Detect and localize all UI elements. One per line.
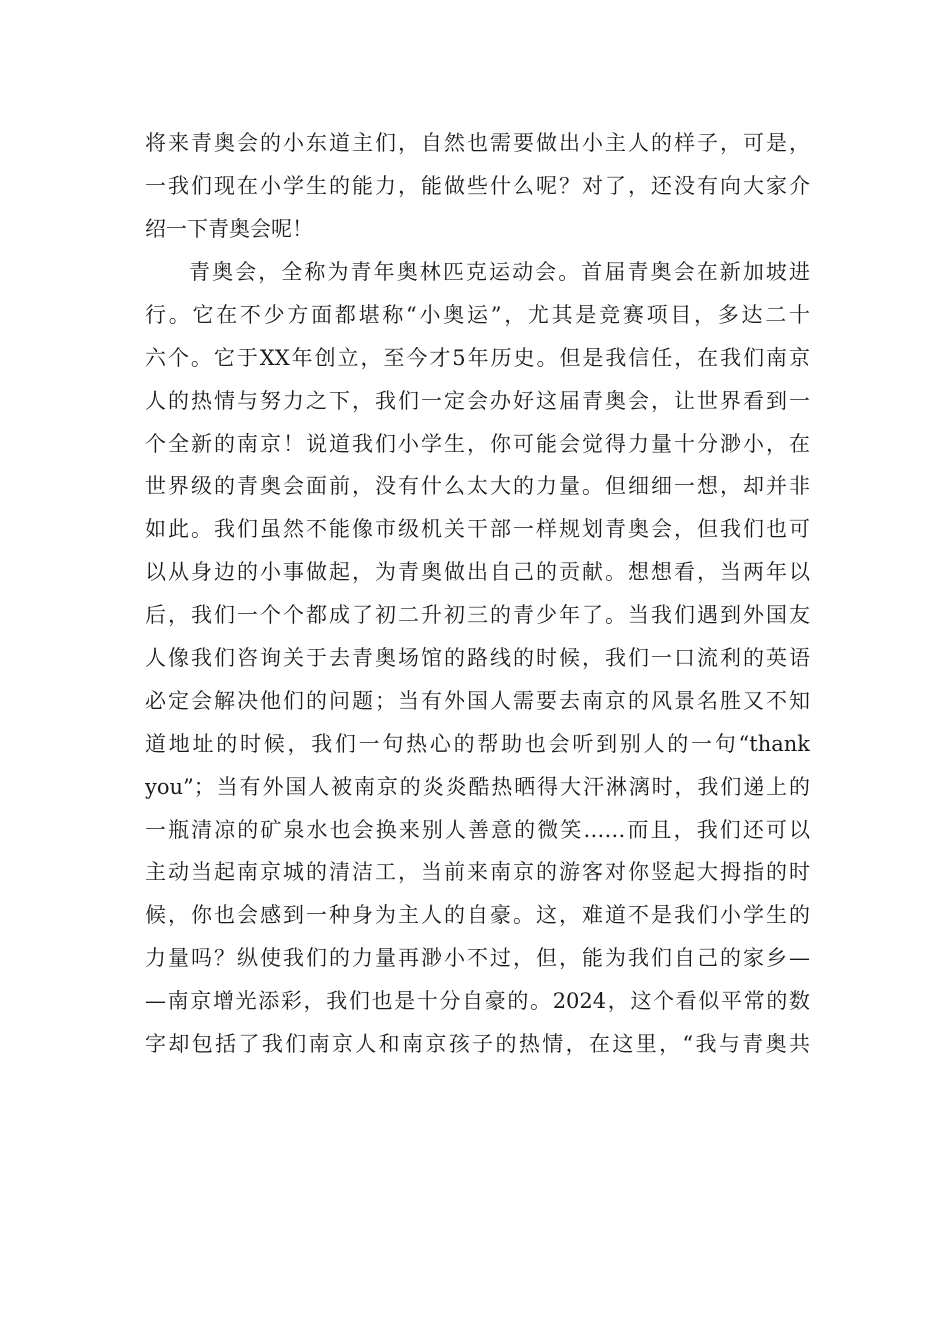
text-line: 候，你也会感到一种身为主人的自豪。这，难道不是我们小学生的 xyxy=(145,903,810,928)
text-line: 主动当起南京城的清洁工，当前来南京的游客对你竖起大拇指的时 xyxy=(145,860,810,885)
text-line: 行。它在不少方面都堪称“小奥运”，尤其是竞赛项目，多达二十 xyxy=(145,302,810,327)
text-line: 力量吗？纵使我们的力量再渺小不过，但，能为我们自己的家乡— xyxy=(145,946,810,971)
text-line: 以从身边的小事做起，为青奥做出自己的贡献。想想看，当两年以 xyxy=(145,560,810,585)
text-line: 人像我们咨询关于去青奥场馆的路线的时候，我们一口流利的英语 xyxy=(145,646,810,671)
text-line: 如此。我们虽然不能像市级机关干部一样规划青奥会，但我们也可 xyxy=(145,517,810,542)
paragraph-1 xyxy=(145,122,810,251)
text-line: 人的热情与努力之下，我们一定会办好这届青奥会，让世界看到一 xyxy=(145,388,810,413)
text-line: 必定会解决他们的问题；当有外国人需要去南京的风景名胜又不知 xyxy=(145,688,810,713)
text-line: 字却包括了我们南京人和南京孩子的热情，在这里，“我与青奥共 xyxy=(145,1032,810,1057)
text-line: —南京增光添彩，我们也是十分自豪的。2024，这个看似平常的数 xyxy=(145,989,810,1014)
text-line: 一瓶清凉的矿泉水也会换来别人善意的微笑……而且，我们还可以 xyxy=(145,817,810,842)
text-line: you”；当有外国人被南京的炎炎酷热晒得大汗淋漓时，我们递上的 xyxy=(145,774,810,799)
text-line: 青奥会，全称为青年奥林匹克运动会。首届青奥会在新加坡进 xyxy=(189,260,810,284)
text-line: 六个。它于XX年创立，至今才5年历史。但是我信任，在我们南京 xyxy=(145,345,810,370)
text-line: 绍一下青奥会呢！ xyxy=(145,216,313,241)
text-line: 一我们现在小学生的能力，能做些什么呢？对了，还没有向大家介 xyxy=(145,173,810,198)
text-line: 将来青奥会的小东道主们，自然也需要做出小主人的样子，可是， xyxy=(145,131,810,155)
text-line: 道地址的时候，我们一句热心的帮助也会听到别人的一句“thank xyxy=(145,731,810,756)
text-line: 个全新的南京！说道我们小学生，你可能会觉得力量十分渺小，在 xyxy=(145,431,810,456)
text-line xyxy=(145,1066,810,1109)
text-line: 后，我们一个个都成了初二升初三的青少年了。当我们遇到外国友 xyxy=(145,603,810,628)
paragraph-2 xyxy=(145,251,810,1109)
text-line: 世界级的青奥会面前，没有什么太大的力量。但细细一想，却并非 xyxy=(145,474,810,499)
